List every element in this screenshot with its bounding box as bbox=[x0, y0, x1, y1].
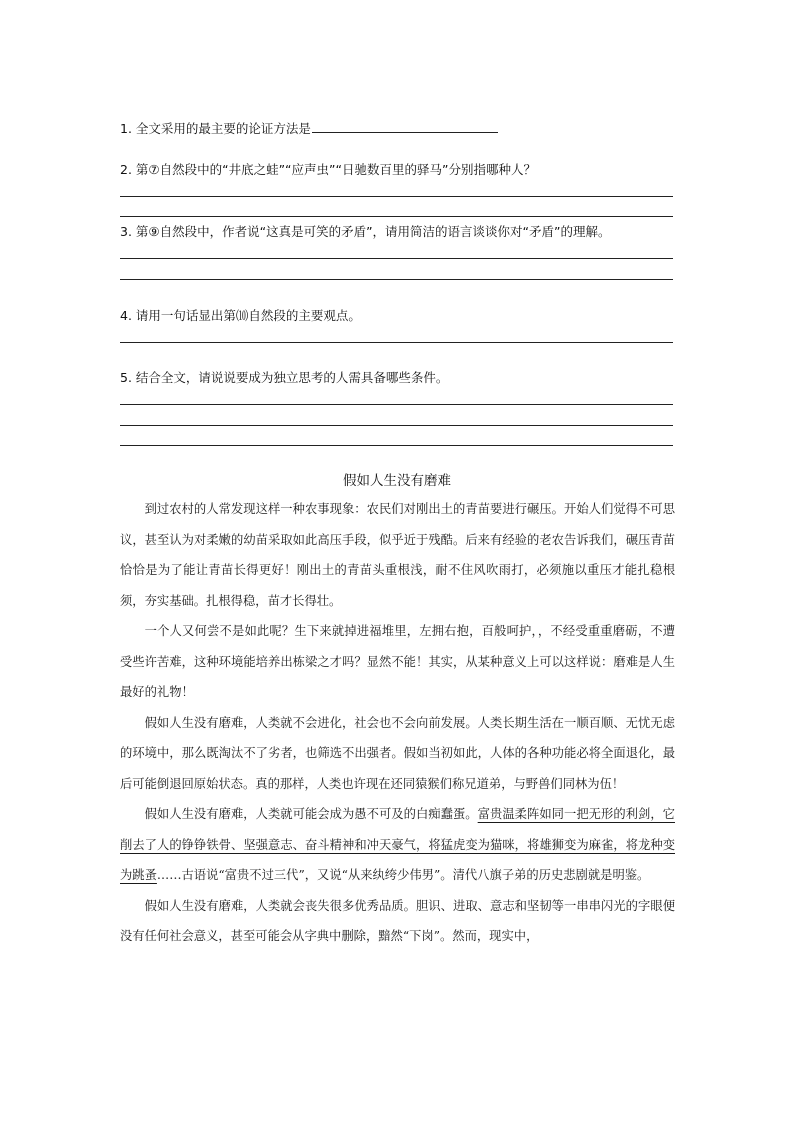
answer-line-3a[interactable] bbox=[120, 258, 673, 259]
paragraph-3: 假如人生没有磨难，人类就不会进化，社会也不会向前发展。人类长期生活在一顺百顺、无忧无虑的环境中，那么既淘汰不了劣者，也筛选不出强者。假如当初如此，人体的各种功能必将全面退化，最后可能倒退回原始状态。真的那样，人类也许现在还同猿猴们称兄道弟，与野兽们同林为伍！ bbox=[120, 715, 675, 791]
question-5-text: 5. 结合全文，请说说要成为独立思考的人需具备哪些条件。 bbox=[120, 370, 449, 385]
answer-line-5a[interactable] bbox=[120, 404, 673, 405]
article-title: 假如人生没有磨难 bbox=[343, 473, 451, 489]
paragraph-5: 假如人生没有磨难，人类就会丧失很多优秀品质。胆识、进取、意志和坚韧等一串串闪光的字眼便没有任何社会意义，甚至可能会从字典中删除，黯然“下岗”。然而，现实中， bbox=[120, 898, 675, 943]
question-4 bbox=[120, 308, 361, 324]
paragraph-4-lead: 假如人生没有磨难，人类就可能会成为愚不可及的白痴蠢蛋。 bbox=[144, 807, 478, 821]
question-1 bbox=[120, 120, 498, 137]
answer-blank-1[interactable] bbox=[312, 120, 498, 133]
question-3-text: 3. 第⑨自然段中，作者说“这真是可笑的矛盾”，请用简洁的语言谈谈你对“矛盾”的理解。 bbox=[120, 224, 611, 239]
answer-line-2b[interactable] bbox=[120, 216, 673, 217]
answer-line-3b[interactable] bbox=[120, 279, 673, 280]
paragraph-2: 一个人又何尝不是如此呢？生下来就掉进福堆里，左拥右抱，百般呵护，，不经受重重磨砺，不遭受些许苦难，这种环境能培养出栋梁之才吗？显然不能！其实，从某种意义上可以这样说：磨难是人生最好的礼物！ bbox=[120, 624, 675, 699]
question-2 bbox=[120, 162, 536, 178]
answer-line-4[interactable] bbox=[120, 342, 673, 343]
question-4-text: 4. 请用一句话显出第⑽自然段的主要观点。 bbox=[120, 308, 361, 323]
paragraph-4 bbox=[120, 799, 675, 891]
question-1-text: 1. 全文采用的最主要的论证方法是 bbox=[120, 121, 311, 136]
underlined-sentence: 富贵温柔阵如同一把无形的利剑，它削去了人的铮铮铁骨、坚强意志、奋斗精神和冲天豪气，将猛虎变为猫咪，将雄狮变为麻雀，将龙种变为跳蚤 bbox=[120, 807, 675, 882]
paragraph-4-tail: ……古语说“富贵不过三代”，又说“从来纨绔少伟男”。清代八旗子弟的历史悲剧就是明鉴。 bbox=[156, 868, 650, 882]
answer-line-2a[interactable] bbox=[120, 196, 673, 197]
answer-line-5b[interactable] bbox=[120, 425, 673, 426]
answer-line-5c[interactable] bbox=[120, 445, 673, 446]
article-body bbox=[120, 494, 675, 952]
question-5 bbox=[120, 370, 448, 386]
paragraph-1: 到过农村的人常发现这样一种农事现象：农民们对刚出土的青苗要进行碾压。开始人们觉得不可思议，甚至认为对柔嫩的幼苗采取如此高压手段，似乎近于残酷。后来有经验的老农告诉我们，碾压青苗恰恰是为了能让青苗长得更好！刚出土的青苗头重根浅，耐不住风吹雨打，必须施以重压才能扎稳根须，夯实基础。扎根得稳，苗才长得壮。 bbox=[120, 502, 675, 608]
question-2-text: 2. 第⑦自然段中的“井底之蛙”“应声虫”“日驰数百里的驿马”分别指哪种人？ bbox=[120, 162, 536, 177]
question-3 bbox=[120, 224, 611, 240]
